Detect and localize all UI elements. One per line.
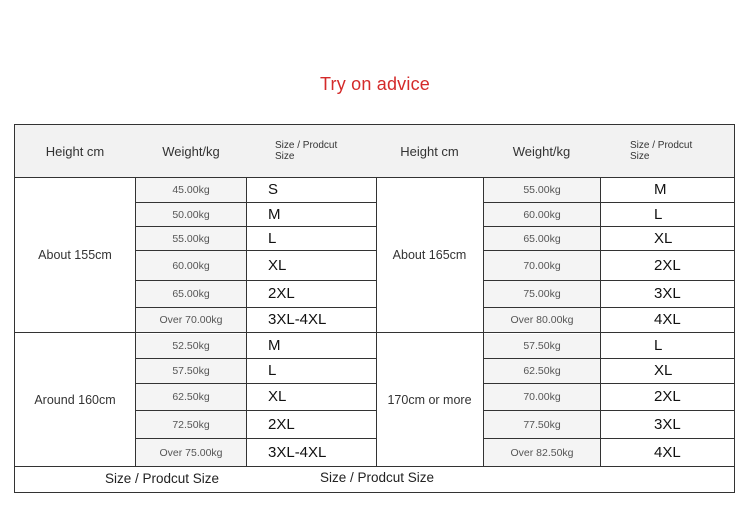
footer-size-label-right: Size / Prodcut Size	[320, 470, 435, 485]
divider-row	[135, 438, 376, 439]
divider-row	[135, 202, 376, 203]
weight-cell: Over 75.00kg	[136, 439, 246, 466]
divider-row	[483, 250, 734, 251]
divider-row	[135, 226, 376, 227]
weight-cell: 60.00kg	[136, 251, 246, 280]
divider-row	[483, 280, 734, 281]
size-cell: L	[268, 229, 277, 247]
weight-cell: Over 80.00kg	[484, 308, 600, 332]
header-size-left: Size / Prodcut Size	[275, 140, 338, 162]
weight-cell: 65.00kg	[484, 227, 600, 250]
size-cell: S	[268, 181, 279, 198]
weight-cell: 57.50kg	[484, 334, 600, 358]
divider-row	[135, 358, 376, 359]
size-cell: XL	[268, 256, 287, 274]
header-weight-right: Weight/kg	[512, 143, 571, 159]
divider-row	[483, 358, 734, 359]
weight-cell: 62.50kg	[484, 359, 600, 383]
divider-row	[483, 226, 734, 227]
size-cell: 3XL	[654, 285, 681, 302]
weight-cell: 55.00kg	[136, 227, 246, 250]
height-group-label: About 165cm	[392, 247, 467, 262]
size-cell: 3XL-4XL	[268, 311, 327, 328]
divider-vertical	[246, 177, 247, 466]
size-cell: 4XL	[654, 311, 681, 328]
size-cell: M	[268, 337, 281, 354]
size-cell: 2XL	[268, 285, 295, 302]
weight-cell: 65.00kg	[136, 281, 246, 307]
header-height-right: Height cm	[400, 143, 459, 159]
divider-vertical	[600, 177, 601, 466]
divider-row	[483, 438, 734, 439]
divider-row	[135, 280, 376, 281]
weight-cell: Over 70.00kg	[136, 308, 246, 332]
size-cell: L	[268, 362, 277, 379]
weight-cell: 60.00kg	[484, 203, 600, 226]
header-size-right: Size / Prodcut Size	[630, 140, 693, 162]
weight-cell: 55.00kg	[484, 178, 600, 202]
weight-cell: 70.00kg	[484, 251, 600, 280]
divider-row	[483, 383, 734, 384]
size-cell: L	[654, 205, 663, 223]
weight-cell: 72.50kg	[136, 411, 246, 438]
size-cell: 2XL	[654, 256, 681, 274]
weight-cell: Over 82.50kg	[484, 439, 600, 466]
weight-cell: 62.50kg	[136, 384, 246, 410]
divider-row	[135, 307, 376, 308]
weight-cell: 50.00kg	[136, 203, 246, 226]
divider-row	[135, 250, 376, 251]
size-cell: M	[654, 181, 667, 198]
size-cell: 4XL	[654, 443, 681, 461]
size-cell: 3XL	[654, 415, 681, 433]
divider-row	[483, 410, 734, 411]
size-cell: 3XL-4XL	[268, 443, 327, 461]
size-cell: M	[268, 205, 281, 223]
size-cell: 2XL	[268, 415, 295, 433]
size-chart-table	[14, 124, 735, 493]
height-group-label: About 155cm	[38, 247, 112, 262]
size-cell: L	[654, 337, 663, 354]
size-cell: XL	[654, 362, 673, 379]
table-header	[15, 125, 734, 178]
height-group-label: 170cm or more	[387, 392, 472, 407]
height-group-label: Around 160cm	[34, 392, 116, 407]
divider-row	[135, 383, 376, 384]
divider-row	[483, 307, 734, 308]
size-cell: XL	[268, 388, 287, 405]
weight-cell: 57.50kg	[136, 359, 246, 383]
weight-cell: 77.50kg	[484, 411, 600, 438]
weight-cell: 45.00kg	[136, 178, 246, 202]
header-height-left: Height cm	[45, 143, 105, 159]
weight-cell: 52.50kg	[136, 334, 246, 358]
weight-cell: 70.00kg	[484, 384, 600, 410]
weight-cell: 75.00kg	[484, 281, 600, 307]
footer-size-label-left: Size / Prodcut Size	[105, 471, 220, 486]
size-cell: 2XL	[654, 388, 681, 405]
divider-row	[483, 202, 734, 203]
size-cell: XL	[654, 229, 673, 247]
divider-footer	[15, 466, 734, 467]
divider-row	[135, 410, 376, 411]
header-weight-left: Weight/kg	[162, 143, 220, 159]
page-title: Try on advice	[320, 74, 430, 94]
